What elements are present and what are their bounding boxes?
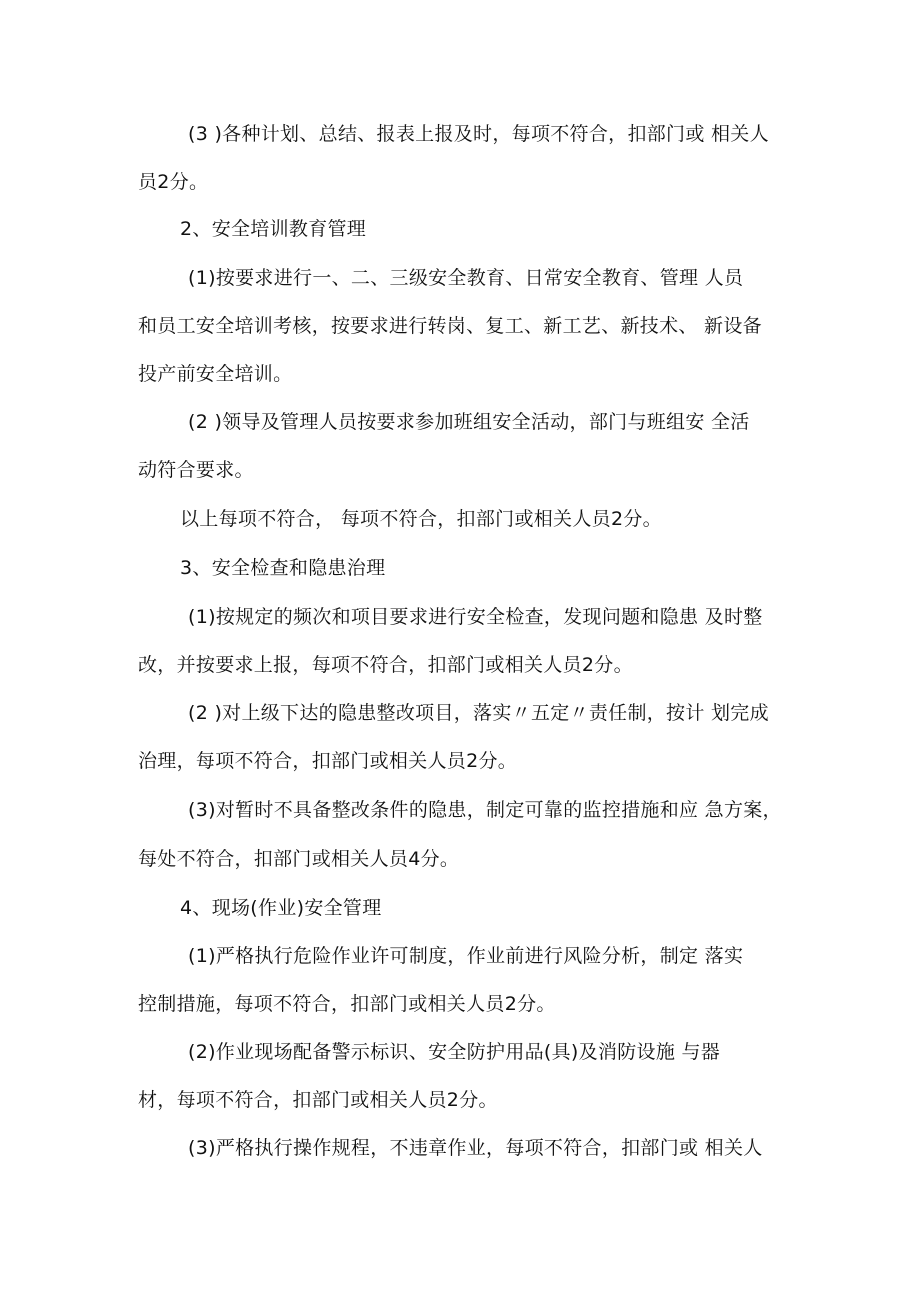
paragraph-2-2-line-1: (2 )领导及管理人员按要求参加班组安全活动，部门与班组安 全活 [188,411,750,433]
paragraph-4-1-line-1: (1)严格执行危险作业许可制度，作业前进行风险分析，制定 落实 [188,945,744,967]
summary-line: 以上每项不符合， 每项不符合，扣部门或相关人员2分。 [180,508,662,530]
paragraph-3-2-line-1: (2 )对上级下达的隐患整改项目，落实〃五定〃责任制，按计 划完成 [188,702,769,724]
paragraph-4-3-line-1: (3)严格执行操作规程，不违章作业，每项不符合，扣部门或 相关人 [188,1137,763,1159]
paragraph-2-2-line-2: 动符合要求。 [138,459,254,481]
paragraph-2-1-line-2: 和员工安全培训考核，按要求进行转岗、复工、新工艺、新技术、 新设备 [138,315,762,337]
paragraph-4-2-line-2: 材，每项不符合，扣部门或相关人员2分。 [138,1089,498,1111]
paragraph-3-1-line-2: 改，并按要求上报，每项不符合，扣部门或相关人员2分。 [138,654,633,676]
paragraph-4-2-line-1: (2)作业现场配备警示标识、安全防护用品(具)及消防设施 与器 [188,1041,721,1063]
paragraph-3-1-line-1: (1)按规定的频次和项目要求进行安全检查，发现问题和隐患 及时整 [188,606,763,628]
paragraph-2-1-line-1: (1)按要求进行一、二、三级安全教育、日常安全教育、管理 人员 [188,267,744,289]
section-heading-3: 3、安全检查和隐患治理 [180,557,386,579]
paragraph-3-3b-line-1: (3)对暂时不具备整改条件的隐患，制定可靠的监控措施和应 急方案， [188,799,782,821]
paragraph-3-3-line-2: 员2分。 [138,171,209,193]
section-heading-2: 2、安全培训教育管理 [180,218,367,240]
paragraph-3-2-line-2: 治理，每项不符合，扣部门或相关人员2分。 [138,750,518,772]
paragraph-4-1-line-2: 控制措施，每项不符合，扣部门或相关人员2分。 [138,993,556,1015]
paragraph-3-3-line-1: (3 )各种计划、总结、报表上报及时，每项不符合，扣部门或 相关人 [188,123,769,145]
paragraph-2-1-line-3: 投产前安全培训。 [138,363,293,385]
section-heading-4: 4、现场(作业)安全管理 [180,897,382,919]
paragraph-3-3b-line-2: 每处不符合，扣部门或相关人员4分。 [138,848,460,870]
